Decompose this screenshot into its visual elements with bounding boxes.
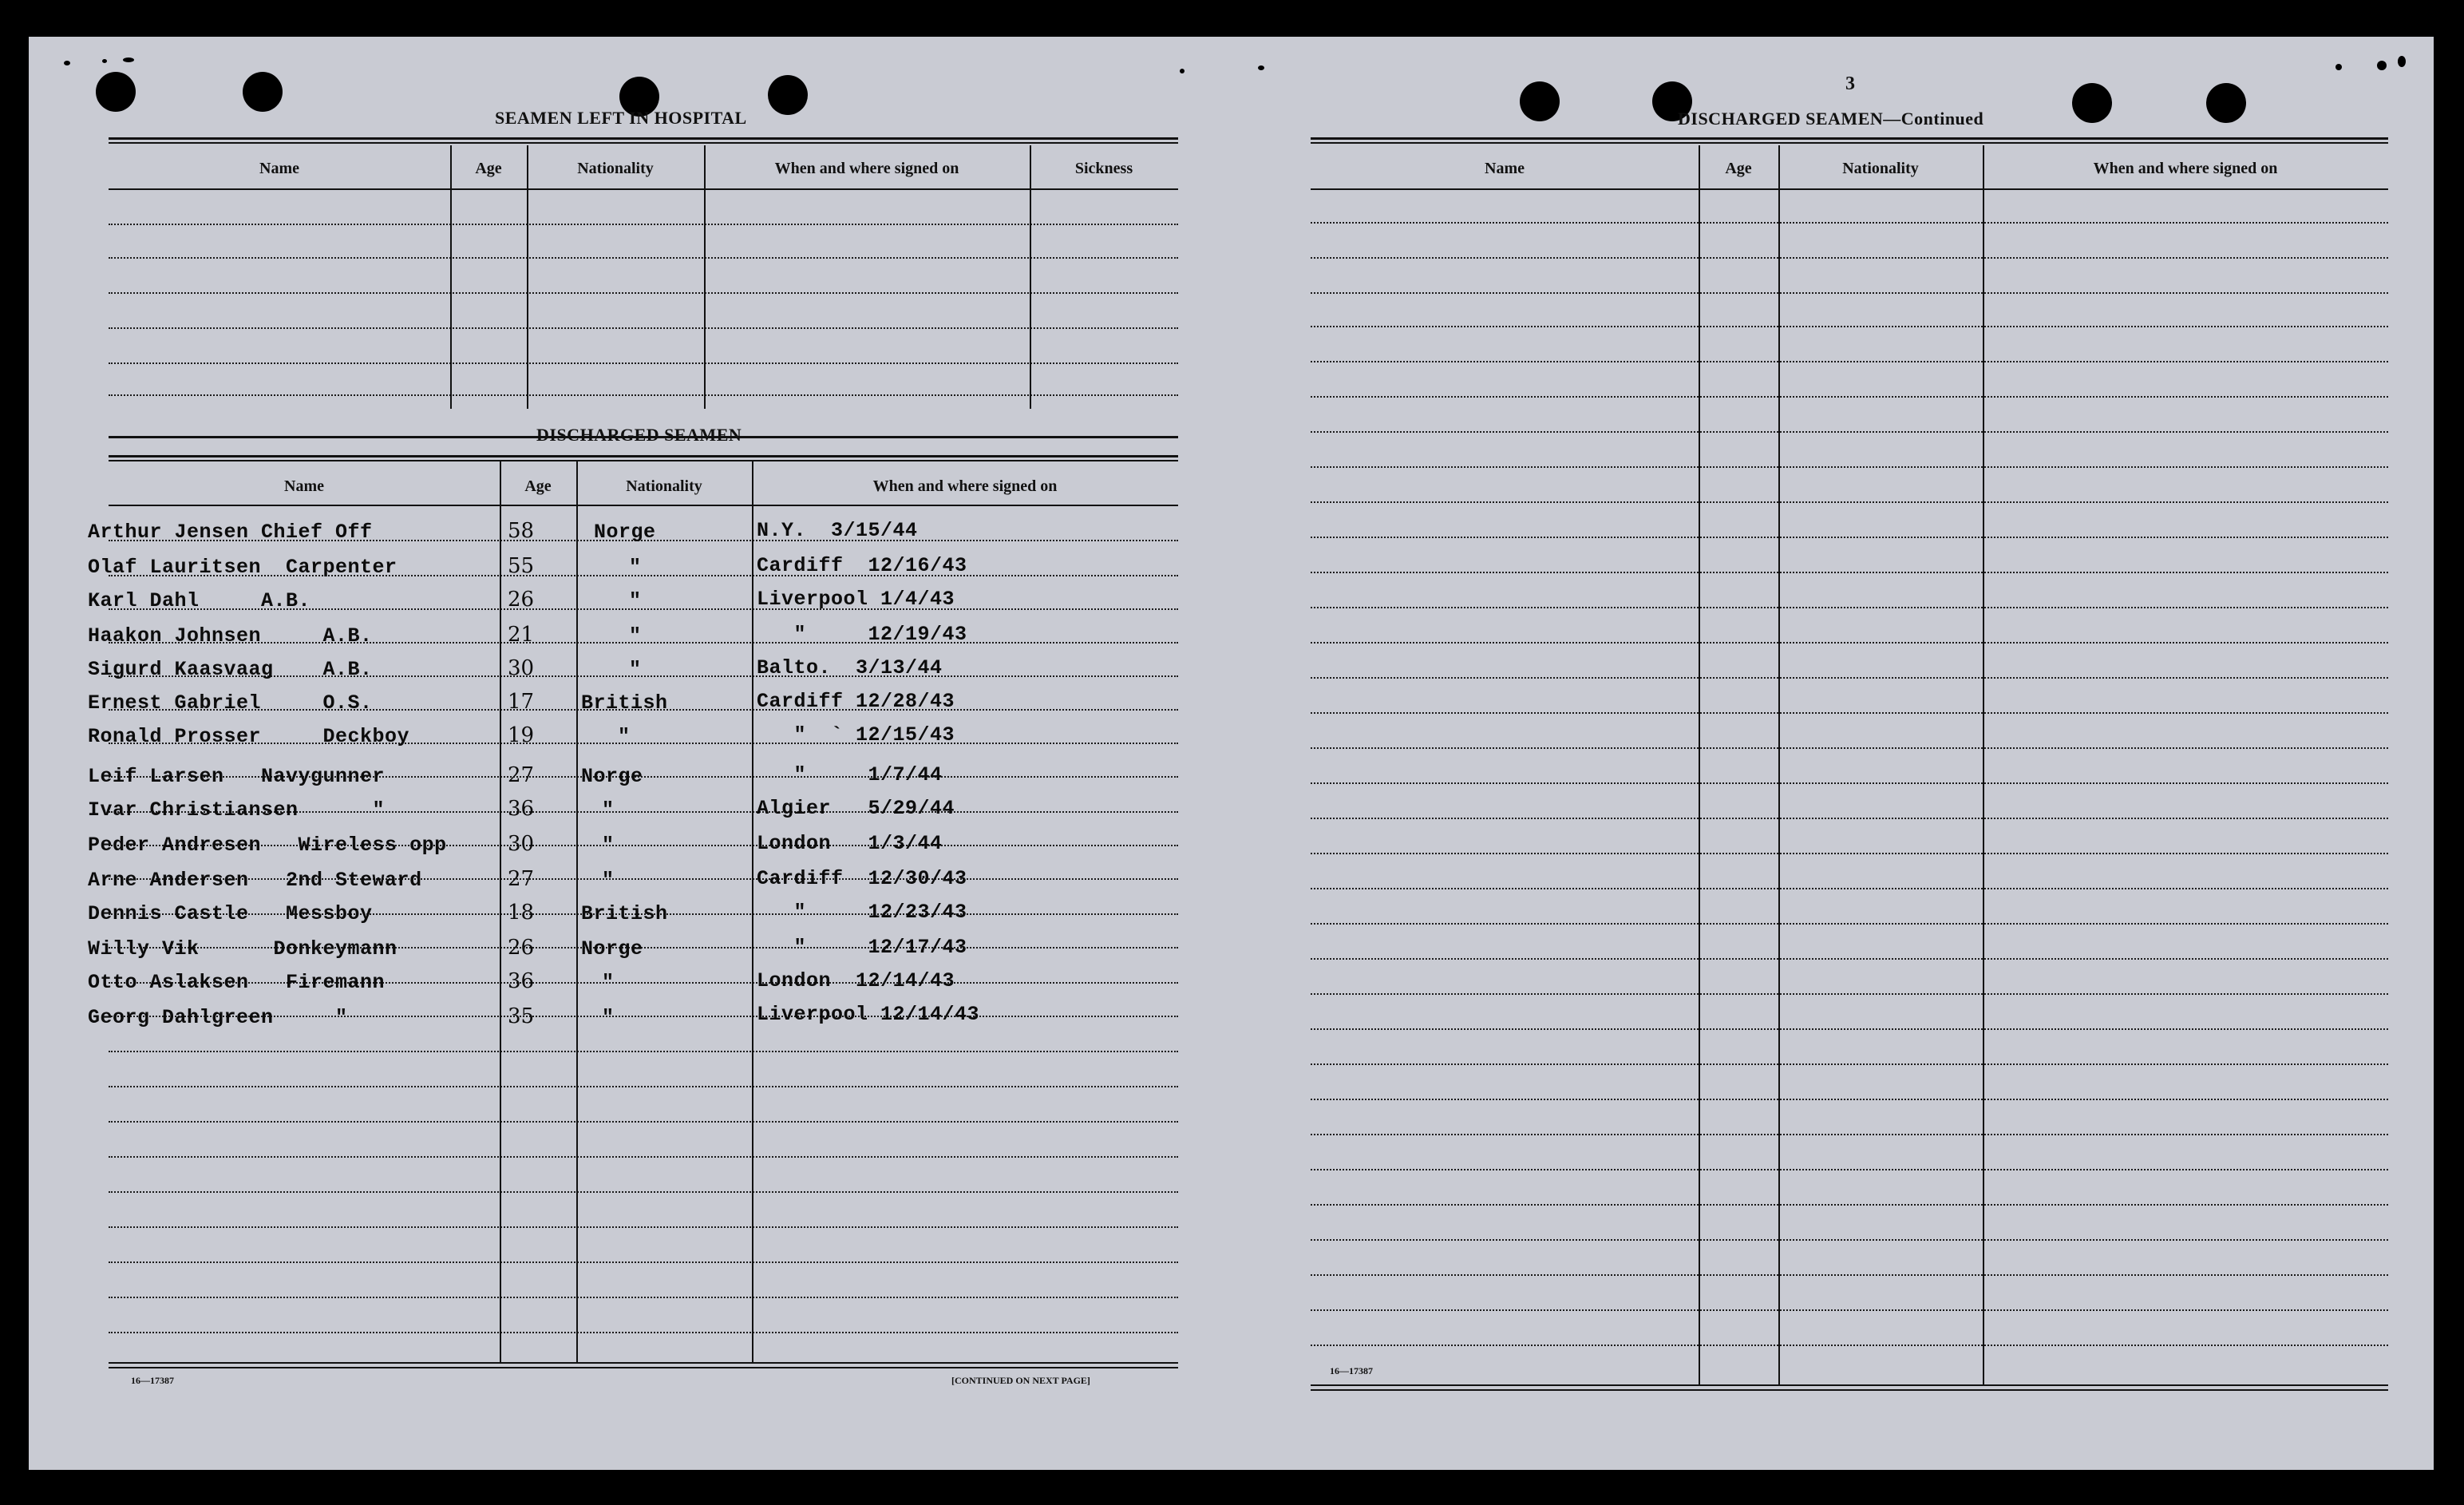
row-name: Olaf Lauritsen Carpenter <box>88 556 397 579</box>
row-nationality: " <box>629 624 642 648</box>
row-age: 18 <box>508 901 535 925</box>
row-signed-on: N.Y. 3/15/44 <box>757 519 918 542</box>
speck <box>102 59 107 63</box>
hospital-table <box>109 137 1178 446</box>
row-age: 27 <box>508 763 535 787</box>
row-name: Otto Aslaksen Firemann <box>88 971 386 994</box>
speck <box>2377 61 2387 70</box>
row-signed-on: " 1/7/44 <box>757 763 943 786</box>
speck <box>1180 69 1185 73</box>
row-age: 58 <box>508 519 535 543</box>
row-signed-on: Cardiff 12/28/43 <box>757 690 955 713</box>
hospital-section-title: SEAMEN LEFT IN HOSPITAL <box>495 108 747 128</box>
row-nationality: British <box>581 691 668 715</box>
hospital-col-nationality: Nationality <box>577 160 654 177</box>
discharged-col-signed-on: When and where signed on <box>872 477 1058 495</box>
row-nationality: " <box>602 869 615 892</box>
row-name: Ivar Christiansen " <box>88 798 386 822</box>
row-name: Ernest Gabriel O.S. <box>88 691 373 715</box>
row-age: 27 <box>508 867 535 891</box>
row-age: 26 <box>508 588 535 612</box>
speck <box>123 57 134 62</box>
punch-hole <box>2206 83 2246 123</box>
row-nationality: " <box>602 1006 615 1029</box>
row-age: 36 <box>508 969 535 993</box>
row-name: Leif Larsen Navygunner <box>88 765 386 788</box>
row-nationality: " <box>629 589 642 612</box>
row-name: Arthur Jensen Chief Off <box>88 521 373 544</box>
row-nationality: " <box>602 798 615 822</box>
row-name: Arne Andersen 2nd Steward <box>88 869 422 892</box>
punch-hole <box>2072 83 2112 123</box>
continued-note: [CONTINUED ON NEXT PAGE] <box>951 1375 1090 1386</box>
page-number: 3 <box>1845 73 1855 94</box>
row-signed-on: Cardiff 12/30/43 <box>757 867 967 890</box>
row-age: 30 <box>508 656 535 680</box>
row-age: 26 <box>508 936 535 960</box>
punch-hole <box>1520 81 1560 121</box>
row-signed-on: London 1/3/44 <box>757 832 943 855</box>
row-signed-on: Balto. 3/13/44 <box>757 656 943 679</box>
row-nationality: " <box>602 834 615 857</box>
row-age: 35 <box>508 1004 535 1028</box>
row-name: Willy Vik Donkeymann <box>88 937 397 960</box>
hospital-col-name: Name <box>259 160 299 177</box>
row-nationality: Norge <box>581 765 643 788</box>
row-name: Sigurd Kaasvaag A.B. <box>88 658 373 681</box>
row-name: Georg Dahlgreen " <box>88 1006 348 1029</box>
row-signed-on: " ` 12/15/43 <box>757 723 955 747</box>
row-age: 17 <box>508 690 535 714</box>
continued-col-signed-on: When and where signed on <box>2093 160 2278 177</box>
document-sheet <box>29 37 2434 1470</box>
row-age: 30 <box>508 832 535 856</box>
speck <box>1258 65 1264 70</box>
row-signed-on: Algier 5/29/44 <box>757 797 955 820</box>
row-age: 36 <box>508 797 535 821</box>
row-name: Haakon Johnsen A.B. <box>88 624 373 648</box>
row-signed-on: " 12/19/43 <box>757 623 967 646</box>
speck <box>64 61 70 65</box>
discharged-col-nationality: Nationality <box>626 477 702 495</box>
row-nationality: " <box>629 658 642 681</box>
speck <box>2398 56 2406 67</box>
row-signed-on: Cardiff 12/16/43 <box>757 554 967 577</box>
row-age: 19 <box>508 723 535 747</box>
discharged-col-age: Age <box>524 477 552 495</box>
row-nationality: " <box>618 725 631 748</box>
continued-col-age: Age <box>1725 160 1752 177</box>
row-age: 21 <box>508 623 535 647</box>
row-name: Ronald Prosser Deckboy <box>88 725 410 748</box>
continued-col-nationality: Nationality <box>1842 160 1919 177</box>
hospital-col-signed-on: When and where signed on <box>774 160 959 177</box>
discharged-col-name: Name <box>284 477 324 495</box>
continued-table <box>1311 137 2388 1402</box>
continued-col-name: Name <box>1485 160 1525 177</box>
form-number-left: 16—17387 <box>131 1375 174 1386</box>
punch-hole <box>96 72 136 112</box>
hospital-col-sickness: Sickness <box>1074 160 1133 177</box>
row-name: Dennis Castle Messboy <box>88 902 373 925</box>
row-signed-on: " 12/17/43 <box>757 936 967 959</box>
row-nationality: " <box>602 971 615 994</box>
row-signed-on: Liverpool 12/14/43 <box>757 1003 980 1026</box>
punch-hole <box>243 72 283 112</box>
row-nationality: Norge <box>581 937 643 960</box>
row-name: Karl Dahl A.B. <box>88 589 311 612</box>
punch-hole <box>768 75 808 115</box>
hospital-col-age: Age <box>475 160 502 177</box>
row-age: 55 <box>508 554 535 578</box>
discharged-section-title: DISCHARGED SEAMEN <box>536 425 742 445</box>
row-signed-on: Liverpool 1/4/43 <box>757 588 955 611</box>
form-number-right: 16—17387 <box>1330 1365 1373 1376</box>
continued-section-title: DISCHARGED SEAMEN—Continued <box>1678 109 1984 129</box>
row-signed-on: London 12/14/43 <box>757 969 955 992</box>
row-nationality: Norge <box>594 521 656 544</box>
row-nationality: " <box>629 556 642 579</box>
row-name: Peder Andresen Wireless opp <box>88 834 447 857</box>
row-nationality: British <box>581 902 668 925</box>
row-signed-on: " 12/23/43 <box>757 901 967 924</box>
speck <box>2335 64 2342 70</box>
